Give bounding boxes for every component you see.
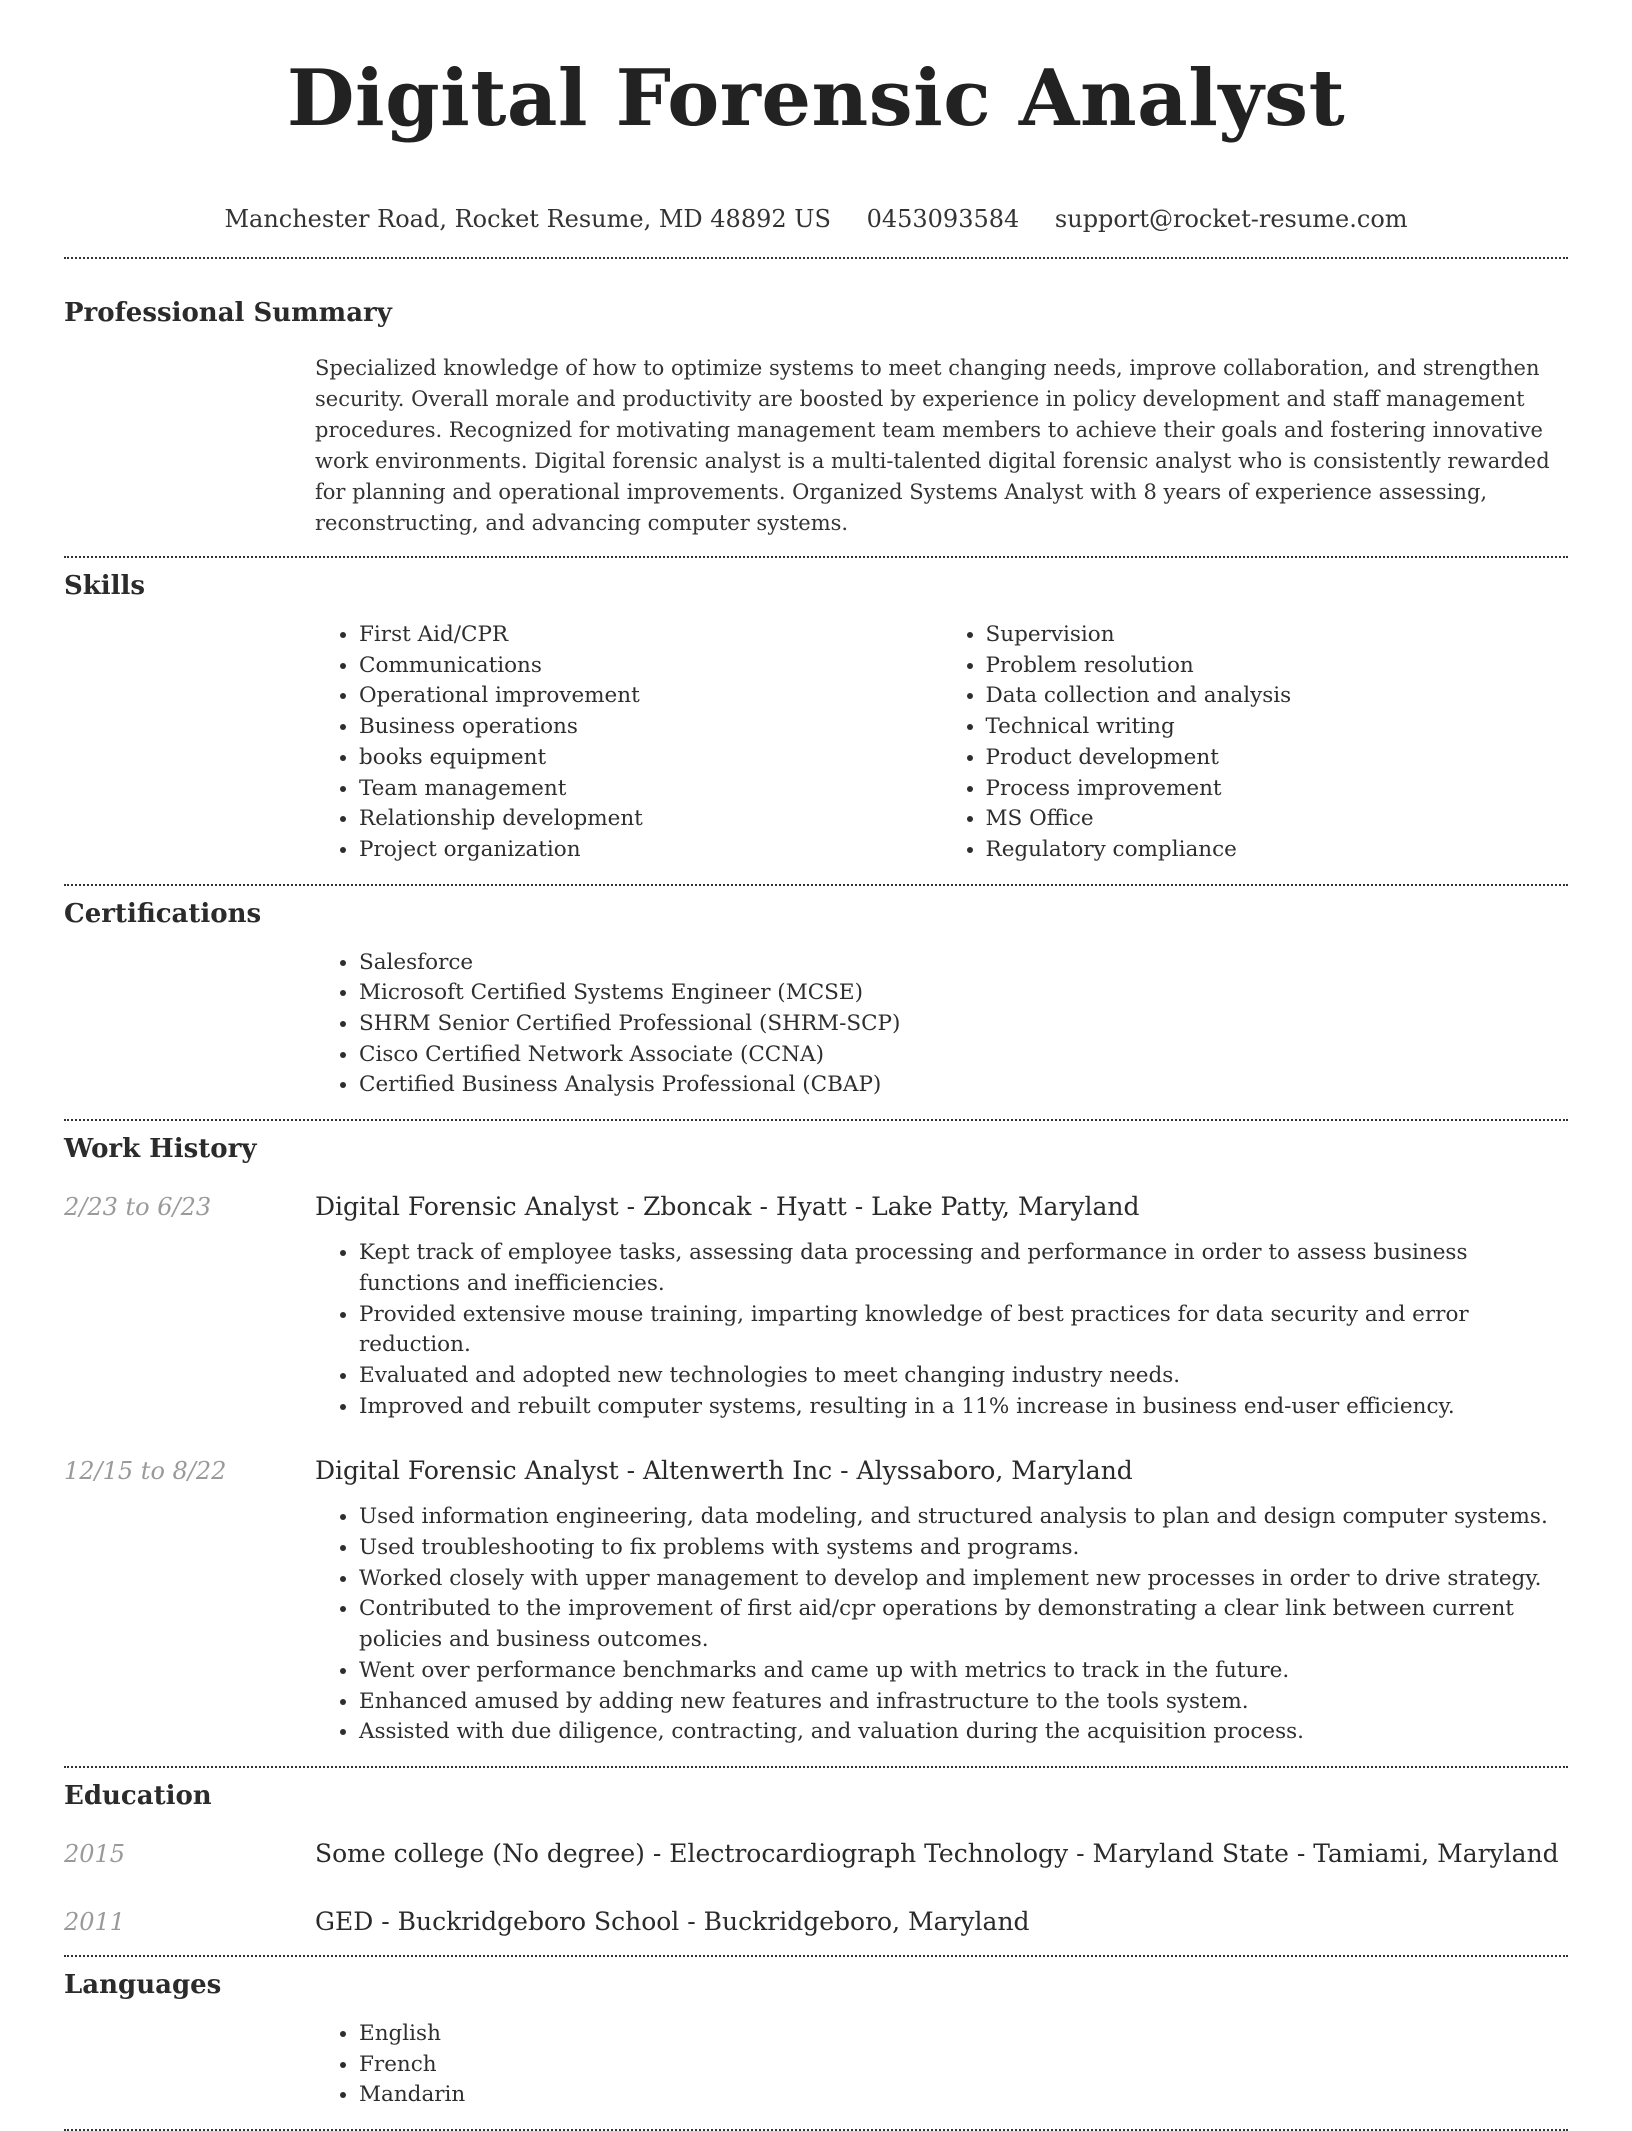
certifications-section	[64, 886, 1568, 1102]
job-bullet: • Went over performance benchmarks and came up with metrics to track in the future.	[359, 1656, 1568, 1687]
education-date: 2015	[64, 1839, 126, 1868]
skill-item: • Technical writing	[986, 712, 1569, 743]
section-title-skills: Skills	[64, 571, 146, 601]
job-entry	[64, 1192, 1568, 1422]
skill-item: • Project organization	[359, 835, 942, 866]
resume-page	[64, 0, 1568, 2131]
work-section	[64, 1121, 1568, 1748]
languages-list	[315, 2019, 1568, 2111]
job-bullet: • Enhanced amused by adding new features and infrastructure to the tools system.	[359, 1687, 1568, 1718]
contact-address: Manchester Road, Rocket Resume, MD 48892 US	[224, 205, 831, 233]
job-title: Digital Forensic Analyst - Altenwerth Inc - Alyssaboro, Maryland	[315, 1456, 1133, 1486]
resume-name: Digital Forensic Analyst	[286, 53, 1346, 144]
summary-text: Specialized knowledge of how to optimize systems to meet changing needs, improve collaboration, and strengthen security. Overall morale and productivity are boosted by experience in policy development and staff management procedures. Recognized for motivating management team members to achieve their goals and fostering innovative work environments. Digital forensic analyst is a multi-talented digital forensic analyst who is consistently rewarded for planning and operational improvements. Organized Systems Analyst with 8 years of experience assessing, reconstructing, and advancing computer systems.	[315, 356, 1550, 535]
skill-item: • books equipment	[359, 743, 942, 774]
skill-item: • MS Office	[986, 804, 1569, 835]
skill-item: • Product development	[986, 743, 1569, 774]
skill-item: • Data collection and analysis	[986, 681, 1569, 712]
section-title-languages: Languages	[64, 1969, 222, 2000]
summary-section	[64, 259, 1568, 539]
contact-email: support@rocket-resume.com	[1054, 205, 1408, 233]
skill-item: • Supervision	[986, 620, 1569, 651]
language-item: • French	[359, 2050, 1568, 2081]
job-bullet: • Provided extensive mouse training, imparting knowledge of best practices for data security and error reduction.	[359, 1300, 1568, 1361]
skills-list-left	[315, 620, 942, 866]
language-item: • Mandarin	[359, 2080, 1568, 2111]
certification-item: • Certified Business Analysis Professional (CBAP)	[359, 1070, 1568, 1101]
education-title: GED - Buckridgeboro School - Buckridgeboro, Maryland	[315, 1906, 1030, 1936]
skill-item: • Relationship development	[359, 804, 942, 835]
certification-item: • Microsoft Certified Systems Engineer (MCSE)	[359, 978, 1568, 1009]
section-title-education: Education	[64, 1780, 212, 1811]
languages-section	[64, 1957, 1568, 2111]
job-bullet: • Used information engineering, data modeling, and structured analysis to plan and design computer systems.	[359, 1502, 1568, 1533]
language-item: • English	[359, 2019, 1568, 2050]
certification-item: • Cisco Certified Network Associate (CCNA)	[359, 1040, 1568, 1071]
skill-item: • Communications	[359, 651, 942, 682]
job-bullet: • Kept track of employee tasks, assessing data processing and performance in order to assess business functions and inefficiencies.	[359, 1238, 1568, 1299]
certification-item: • SHRM Senior Certified Professional (SHRM-SCP)	[359, 1009, 1568, 1040]
certification-item: • Salesforce	[359, 948, 1568, 979]
job-bullet: • Assisted with due diligence, contracting, and valuation during the acquisition process.	[359, 1717, 1568, 1748]
job-bullet: • Used troubleshooting to fix problems with systems and programs.	[359, 1533, 1568, 1564]
contact-phone: 0453093584	[866, 205, 1020, 233]
job-bullet: • Improved and rebuilt computer systems, resulting in a 11% increase in business end-user efficiency.	[359, 1392, 1568, 1423]
job-bullet: • Contributed to the improvement of first aid/cpr operations by demonstrating a clear link between current policies and business outcomes.	[359, 1594, 1568, 1655]
skill-item: • Regulatory compliance	[986, 835, 1569, 866]
education-title: Some college (No degree) - Electrocardiograph Technology - Maryland State - Tamiami, Maryland	[315, 1838, 1559, 1868]
skill-item: • Team management	[359, 774, 942, 805]
job-bullets	[315, 1502, 1568, 1748]
skill-item: • Operational improvement	[359, 681, 942, 712]
skills-list-right	[942, 620, 1569, 866]
skill-item: • First Aid/CPR	[359, 620, 942, 651]
section-title-summary: Professional Summary	[64, 298, 392, 328]
job-title: Digital Forensic Analyst - Zboncak - Hyatt - Lake Patty, Maryland	[315, 1192, 1140, 1222]
job-entry	[64, 1456, 1568, 1748]
education-date: 2011	[64, 1907, 126, 1936]
education-section	[64, 1768, 1568, 1937]
skill-item: • Process improvement	[986, 774, 1569, 805]
contact-line	[64, 204, 1568, 234]
section-title-certifications: Certifications	[64, 898, 262, 929]
job-date: 2/23 to 6/23	[64, 1193, 212, 1222]
certifications-list	[315, 948, 1568, 1102]
section-title-work: Work History	[64, 1134, 257, 1165]
skill-item: • Problem resolution	[986, 651, 1569, 682]
job-date: 12/15 to 8/22	[64, 1457, 227, 1486]
education-entry	[64, 1839, 1568, 1869]
skills-section	[64, 558, 1568, 866]
education-entry	[64, 1907, 1568, 1937]
job-bullet: • Worked closely with upper management to develop and implement new processes in order to drive strategy.	[359, 1564, 1568, 1595]
skill-item: • Business operations	[359, 712, 942, 743]
job-bullets	[315, 1238, 1568, 1422]
job-bullet: • Evaluated and adopted new technologies to meet changing industry needs.	[359, 1361, 1568, 1392]
